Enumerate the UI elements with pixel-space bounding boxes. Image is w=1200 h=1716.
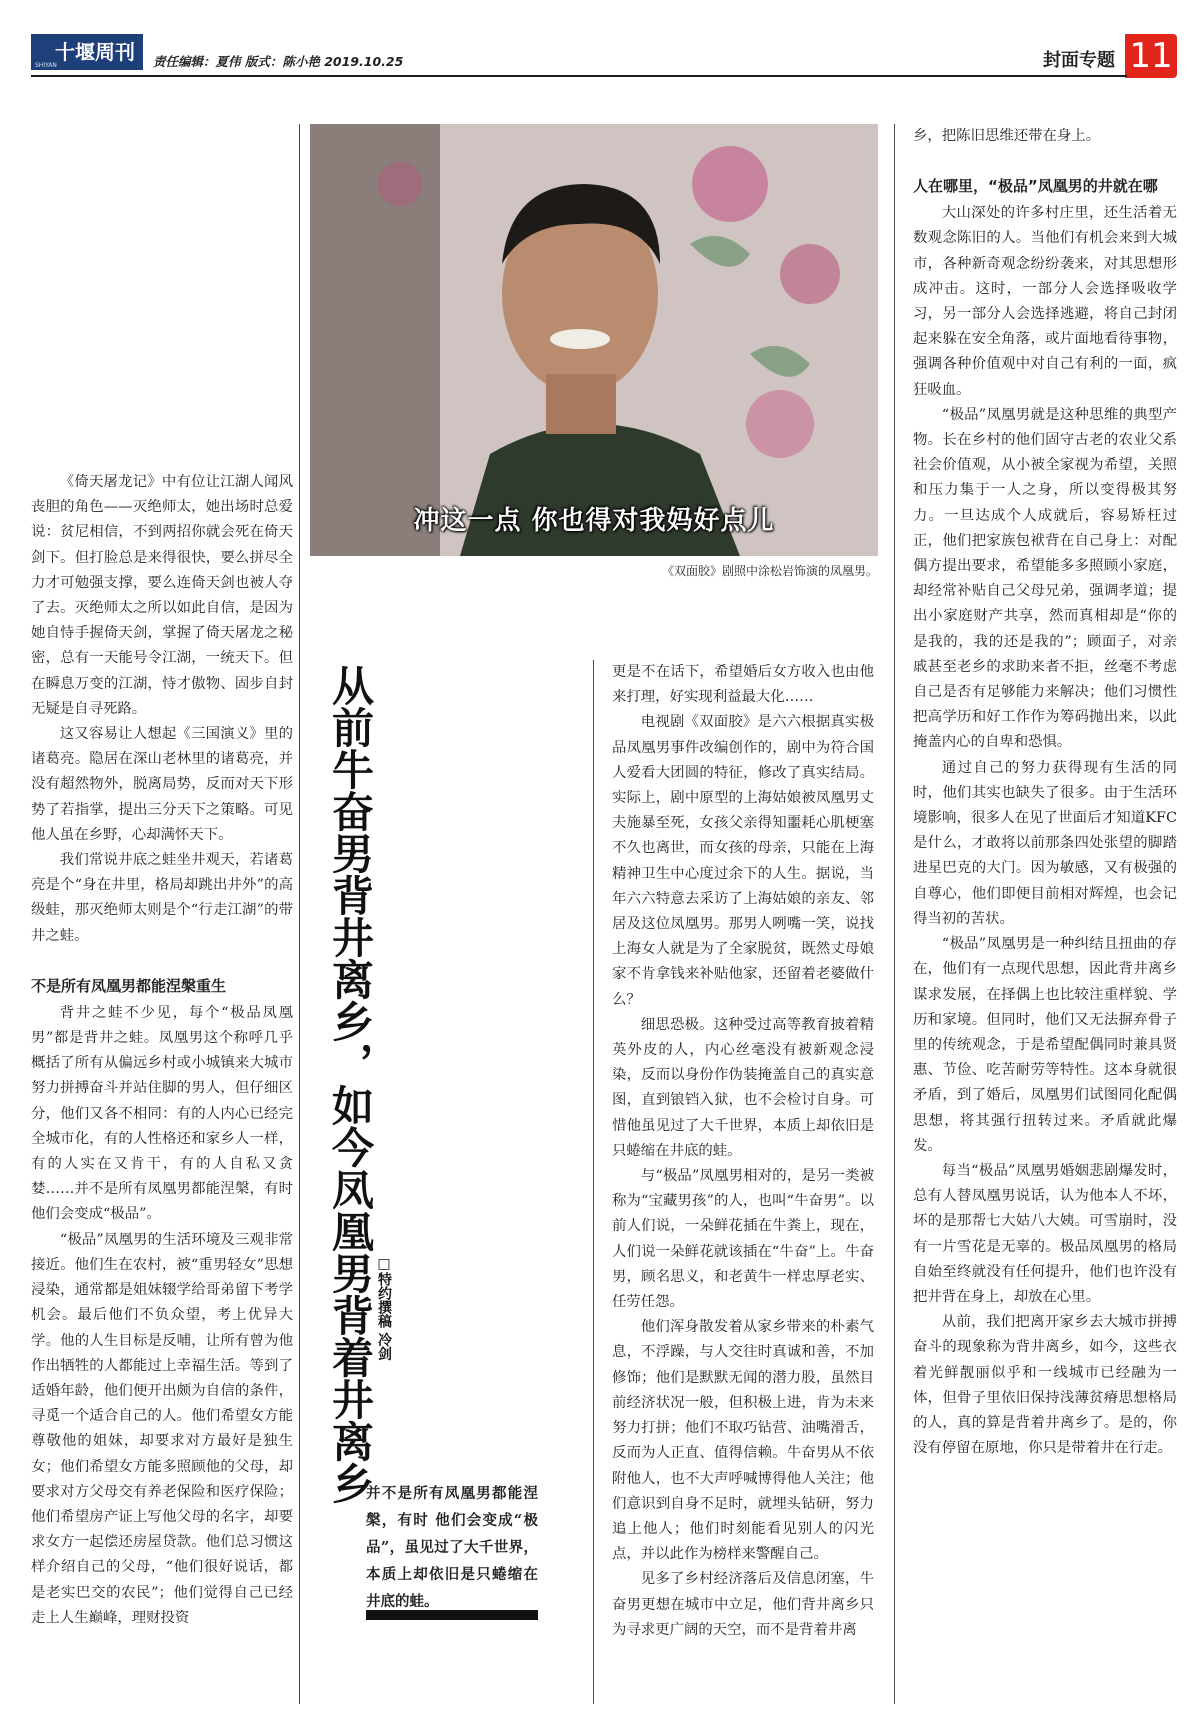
column-divider	[894, 124, 895, 1704]
article-column-3	[913, 124, 1177, 1461]
paragraph: 乡，把陈旧思维还带在身上。	[913, 128, 1101, 144]
paragraph: 通过自己的努力获得现有生活的同时，他们其实也缺失了很多。由于生活环境影响，很多人在见了世面后才知道KFC是什么，才敢将以前那条四处张望的脚踏进星巴克的大门。因为敏感，又有极强的自尊心，他们即便目前相对辉煌，也会记得当初的苦状。	[913, 759, 1177, 927]
paragraph: 《倚天屠龙记》中有位让江湖人闻风丧胆的角色——灭绝师太，她出场时总爱说：贫尼相信，不到两招你就会死在倚天剑下。但打脸总是来得很快，要么拼尽全力才可勉强支撑，要么连倚天剑也被人夺了去。灭绝师太之所以如此自信，是因为她自恃手握倚天剑，掌握了倚天屠龙之秘密，总有一天能号令江湖，一统天下。但在瞬息万变的江湖，恃才傲物、固步自封无疑是自寻死路。	[31, 474, 293, 717]
article-title: 从前牛奋男背井离乡，如今凤凰男背着井离乡	[326, 664, 375, 1504]
paragraph: 更是不在话下，希望婚后女方收入也由他来打理，好实现利益最大化……	[612, 664, 874, 706]
paragraph: 背井之蛙不少见，每个“极品凤凰男”都是背井之蛙。凤凰男这个称呼几乎概括了所有从偏远乡村或小城镇来大城市努力拼搏奋斗并站住脚的男人，但仔细区分，他们又各不相同：有的人内心已经完全城市化，有的人性格还和家乡人一样，有的人实在又肯干，有的人自私又贪婪……并不是所有凤凰男都能涅槃，有时他们会变成“极品”。	[31, 1004, 293, 1223]
photo-illustration	[310, 124, 878, 556]
article-column-2	[612, 660, 874, 1643]
photo-caption: 《双面胶》剧照中涂松岩饰演的凤凰男。	[661, 564, 878, 578]
pull-quote: 并不是所有凤凰男都能涅槃，有时 他们会变成“极品”，虽见过了大千世界，本质上却依旧是只蜷缩在井底的蛙。	[366, 1485, 538, 1610]
paragraph: 与“极品”凤凰男相对的，是另一类被称为“宝藏男孩”的人，也叫“牛奋男”。以前人们说，一朵鲜花插在牛粪上，现在，人们说一朵鲜花就该插在“牛奋”上。牛奋男，顾名思义，和老黄牛一样忠厚老实、任劳任怨。	[612, 1168, 874, 1311]
article-byline: □特约撰稿 冷剑	[376, 1256, 392, 1361]
logo-subtitle: SHIYAN	[35, 62, 57, 69]
editor-line: 责任编辑：夏伟 版式：陈小艳 2019.10.25	[153, 54, 404, 69]
logo-text: 十堰周刊	[55, 40, 135, 64]
paragraph: 每当“极品”凤凰男婚姻悲剧爆发时，总有人替凤凰男说话，认为他本人不坏，坏的是那帮七大姑八大姨。可雪崩时，没有一片雪花是无辜的。极品凤凰男的格局自始至终就没有任何提升，他们也许没有把井背在身上，却放在心里。	[913, 1162, 1177, 1305]
section-heading: 不是所有凤凰男都能涅槃重生	[31, 976, 227, 995]
paragraph: 大山深处的许多村庄里，还生活着无数观念陈旧的人。当他们有机会来到大城市，各种新奇观念纷纷袭来，对其思想形成冲击。这时，一部分人会选择吸收学习，另一部分人会选择逃避，将自己封闭起来躲在安全角落，或片面地看待事物，强调各种价值观中对自己有利的一面，疯狂吸血。	[913, 205, 1177, 398]
paragraph: “极品”凤凰男的生活环境及三观非常接近。他们生在农村，被“重男轻女”思想浸染，通常都是姐妹辍学给哥弟留下考学机会。最后他们不负众望，考上优异大学。他的人生目标是反哺，让所有曾为他作出牺牲的人都能过上幸福生活。等到了适婚年龄，他们便开出颇为自信的条件，寻觅一个适合自己的人。他们希望女方能尊敬他的姐妹，却要求对方最好是独生女；他们希望女方能多照顾他的父母，却要求对方父母交有养老保险和医疗保险；他们希望房产证上写他父母的名字，却要求女方一起偿还房屋贷款。他们总习惯这样介绍自己的父母，“他们很好说话，都是老实巴交的农民”；他们觉得自己已经走上人生巅峰，理财投资	[31, 1231, 293, 1626]
column-divider	[593, 660, 594, 1704]
column-divider	[299, 124, 300, 1704]
paragraph: 从前，我们把离开家乡去大城市拼搏奋斗的现象称为背井离乡，如今，这些衣着光鲜靓丽似乎和一线城市已经融为一体，但骨子里依旧保持浅薄贫瘠思想格局的人，真的算是背着井离乡了。是的，你没有停留在原地，你只是带着井在行走。	[913, 1314, 1177, 1457]
drama-still-photo	[310, 124, 878, 556]
photo-subtitle: 冲这一点 你也得对我妈好点儿	[413, 506, 775, 536]
publication-logo	[31, 34, 143, 70]
paragraph: “极品”凤凰男是一种纠结且扭曲的存在，他们有一点现代思想，因此背井离乡谋求发展，在择偶上也比较注重样貌、学历和家境。但同时，他们又无法摒弃骨子里的传统观念，于是希望配偶同时兼具贤惠、节俭、吃苦耐劳等特性。这本身就很矛盾，到了婚后，凤凰男们试图同化配偶思想，将其强行扭转过来。矛盾就此爆发。	[913, 936, 1177, 1154]
section-heading: 人在哪里，“极品”凤凰男的井就在哪	[913, 177, 1158, 196]
page-number: 11	[1125, 34, 1177, 78]
paragraph: 这又容易让人想起《三国演义》里的诸葛亮。隐居在深山老林里的诸葛亮，并没有超然物外，脱离局势，反而对天下形势了若指掌，提出三分天下之策略。可见他人虽在乡野，心却满怀天下。	[31, 726, 293, 843]
paragraph: 见多了乡村经济落后及信息闭塞，牛奋男更想在城市中立足，他们背井离乡只为寻求更广阔的天空，而不是背着井离	[612, 1571, 874, 1638]
section-title: 封面专题	[1043, 50, 1115, 71]
paragraph: 我们常说井底之蛙坐井观天，若诸葛亮是个“身在井里，格局却跳出井外”的高级蛙，那灭绝师太则是个“行走江湖”的带井之蛙。	[31, 852, 293, 944]
pull-quote-bar	[366, 1610, 538, 1620]
paragraph: 他们浑身散发着从家乡带来的朴素气息，不浮躁，与人交往时真诚和善，不加修饰；他们是默默无闻的潜力股，虽然目前经济状况一般，但积极上进，肯为未来努力打拼；他们不取巧钻营、油嘴滑舌，反而为人正直、值得信赖。牛奋男从不依附他人，也不大声呼喊博得他人关注；他们意识到自身不足时，就埋头钻研，努力追上他人；他们时刻能看见别人的闪光点，并以此作为榜样来警醒自己。	[612, 1319, 874, 1563]
paragraph: 细思恐极。这种受过高等教育披着精英外皮的人，内心丝毫没有被新观念浸染，反而以身份作伪装掩盖自己的真实意图，直到锒铛入狱，也不会检讨自身。可惜他虽见过了大千世界，本质上却依旧是只蜷缩在井底的蛙。	[612, 1016, 874, 1159]
header-rule	[31, 75, 1127, 77]
article-column-1	[31, 470, 293, 1631]
paragraph: “极品”凤凰男就是这种思维的典型产物。长在乡村的他们固守古老的农业父系社会价值观，从小被全家视为希望，关照和压力集于一人之身，所以变得极其努力。一旦达成个人成就后，容易矫枉过正，他们把家族包袱背在自己身上：对配偶方提出要求，希望能多多照顾小家庭，却经常补贴自己父母兄弟，强调孝道；提出小家庭财产共享，然而真相却是“你的是我的，我的还是我的”；顾面子，对亲戚甚至老乡的求助来者不拒，丝毫不考虑自己是否有足够能力来解决；他们习惯性把高学历和好工作作为筹码抛出来，以此掩盖内心的自卑和恐惧。	[913, 406, 1177, 751]
paragraph: 电视剧《双面胶》是六六根据真实极品凤凰男事件改编创作的，剧中为符合国人爱看大团圆的特征，修改了真实结局。实际上，剧中原型的上海姑娘被凤凰男丈夫施暴至死，女孩父亲得知噩耗心肌梗塞不久也离世，而女孩的母亲，只能在上海精神卫生中心度过余下的人生。据说，当年六六特意去采访了上海姑娘的亲友、邻居及这位凤凰男。那男人咧嘴一笑，说找上海女人就是为了全家脱贫，既然丈母娘家不肯拿钱来补贴他家，还留着老婆做什么？	[612, 714, 874, 1008]
page-header	[31, 34, 1177, 78]
